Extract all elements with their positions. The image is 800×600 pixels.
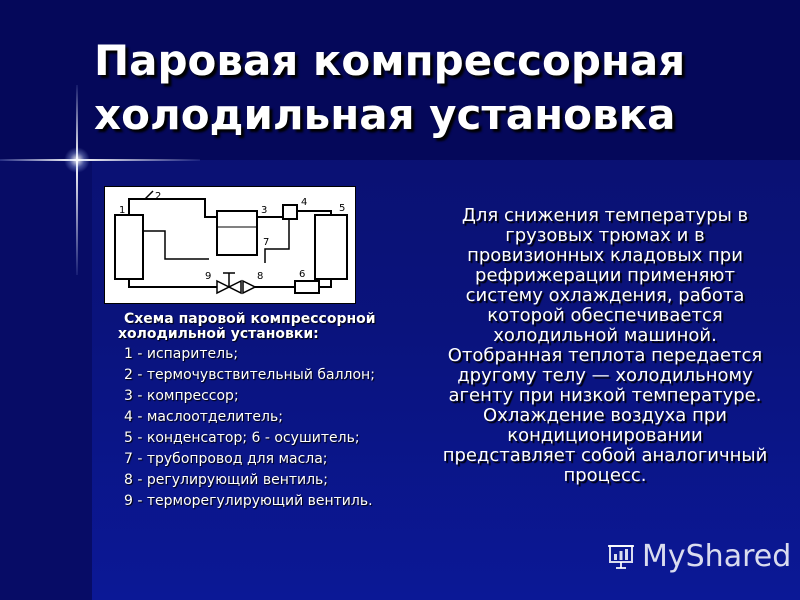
- legend-item-1: 1 - испаритель;: [124, 346, 239, 362]
- diagram-svg: [105, 187, 355, 303]
- watermark-text: MyShared: [642, 538, 792, 574]
- body-paragraph: Для снижения температуры в грузовых трюмах и в провизионных кладовых при рефрижерации применяют систему охлаждения, работа которой обеспечивается холодильной машиной. Отобранная теплота передается другому телу — холодильному агенту при низкой температуре. Охлаждение воздуха при кондиционировании представляет собой аналогичный процесс.: [442, 205, 768, 486]
- legend-title: Схема паровой компрессорной холодильной установки:: [118, 311, 376, 342]
- slide-title: [94, 34, 784, 142]
- legend-item-4: 4 - маслоотделитель;: [124, 409, 283, 425]
- diagram-label-2: 2: [155, 191, 162, 202]
- watermark: [606, 536, 791, 576]
- title-line-2: холодильная установка: [94, 90, 676, 139]
- flare-glow: [64, 147, 90, 173]
- diagram-legend: [118, 312, 378, 515]
- diagram-label-4: 4: [301, 197, 308, 208]
- title-line-1: Паровая компрессорная: [94, 36, 686, 85]
- flare-vertical: [76, 85, 78, 275]
- legend-item-7: 7 - трубопровод для масла;: [124, 451, 328, 467]
- legend-item-5-6: 5 - конденсатор; 6 - осушитель;: [124, 430, 360, 446]
- refrigeration-diagram: [104, 186, 356, 304]
- legend-item-2: 2 - термочувствительный баллон;: [124, 367, 375, 383]
- diagram-label-7: 7: [263, 237, 270, 248]
- left-band: [0, 160, 92, 600]
- legend-item-3: 3 - компрессор;: [124, 388, 239, 404]
- flare-horizontal: [0, 159, 200, 161]
- legend-item-9: 9 - терморегулирующий вентиль.: [124, 493, 373, 509]
- diagram-label-8: 8: [257, 271, 264, 282]
- diagram-label-6: 6: [299, 269, 306, 280]
- diagram-label-9: 9: [205, 271, 212, 282]
- diagram-label-1: 1: [119, 205, 126, 216]
- legend-item-8: 8 - регулирующий вентиль;: [124, 472, 329, 488]
- presentation-chart-icon: [606, 541, 636, 571]
- diagram-label-3: 3: [261, 205, 268, 216]
- diagram-label-5: 5: [339, 203, 346, 214]
